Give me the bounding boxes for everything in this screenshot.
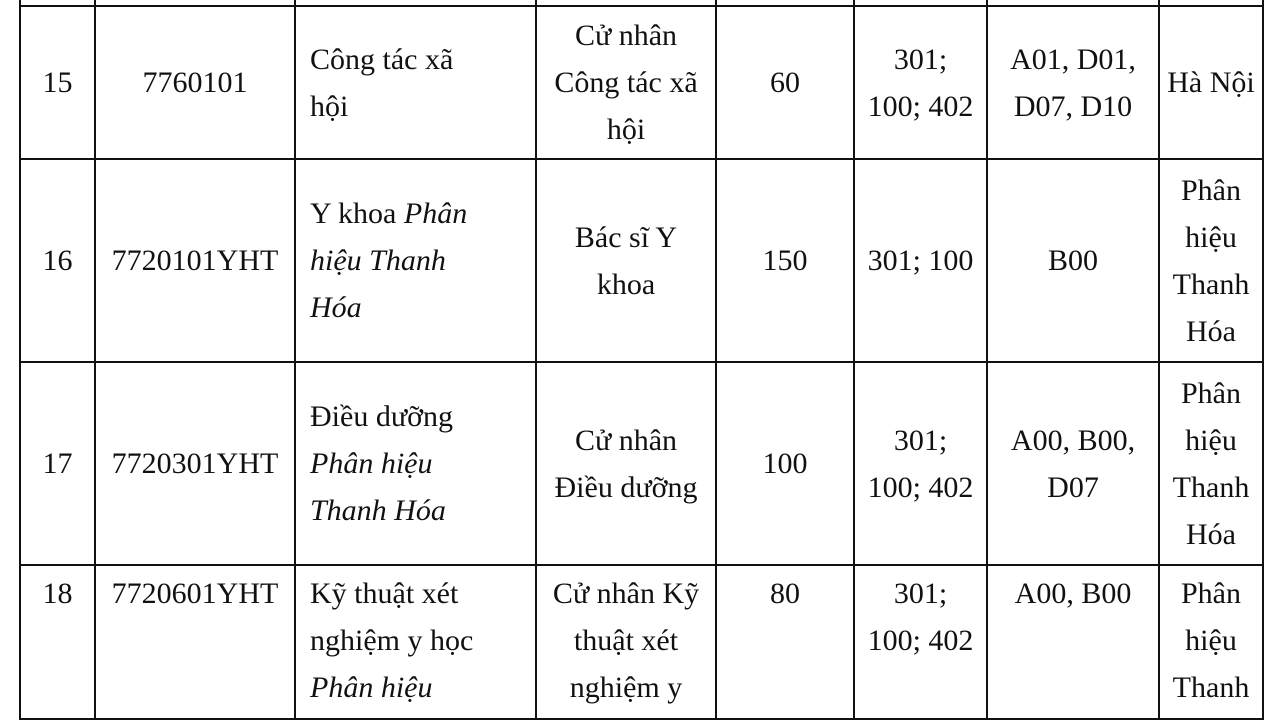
degree-cell: Cử nhân Công tác xã hội (536, 6, 716, 159)
subject-combo-cell: B00 (987, 159, 1159, 362)
degree-cell: Bác sĩ Y khoa (536, 159, 716, 362)
quota-cell: 150 (716, 159, 854, 362)
stt-cell: 16 (20, 159, 95, 362)
table-row (20, 6, 1263, 159)
method-cell: 301; 100 (854, 159, 987, 362)
location-cell: Phân hiệu Thanh Hóa (1159, 362, 1263, 565)
location-cell: Hà Nội (1159, 6, 1263, 159)
quota-cell: 100 (716, 362, 854, 565)
admission-table (19, 0, 1264, 720)
method-cell: 301; 100; 402 (854, 6, 987, 159)
location-cell: Phân hiệu Thanh (1159, 565, 1263, 719)
major-name-cell: Kỹ thuật xét nghiệm y học Phân hiệu (295, 565, 536, 719)
subject-combo-cell: A00, B00, D07 (987, 362, 1159, 565)
quota-cell: 80 (716, 565, 854, 719)
major-name-cell: Điều dưỡng Phân hiệu Thanh Hóa (295, 362, 536, 565)
method-cell: 301; 100; 402 (854, 565, 987, 719)
major-name-cell: Công tác xã hội (295, 6, 536, 159)
stt-cell: 15 (20, 6, 95, 159)
method-cell: 301; 100; 402 (854, 362, 987, 565)
degree-cell: Cử nhân Điều dưỡng (536, 362, 716, 565)
degree-cell: Cử nhân Kỹ thuật xét nghiệm y (536, 565, 716, 719)
table-row (20, 362, 1263, 565)
major-code-cell: 7720601YHT (95, 565, 295, 719)
major-code-cell: 7720101YHT (95, 159, 295, 362)
quota-cell: 60 (716, 6, 854, 159)
table-row (20, 159, 1263, 362)
stt-cell: 18 (20, 565, 95, 719)
major-code-cell: 7760101 (95, 6, 295, 159)
subject-combo-cell: A00, B00 (987, 565, 1159, 719)
stt-cell: 17 (20, 362, 95, 565)
subject-combo-cell: A01, D01, D07, D10 (987, 6, 1159, 159)
major-code-cell: 7720301YHT (95, 362, 295, 565)
table-row (20, 565, 1263, 719)
location-cell: Phân hiệu Thanh Hóa (1159, 159, 1263, 362)
major-name-cell: Y khoa Phân hiệu Thanh Hóa (295, 159, 536, 362)
